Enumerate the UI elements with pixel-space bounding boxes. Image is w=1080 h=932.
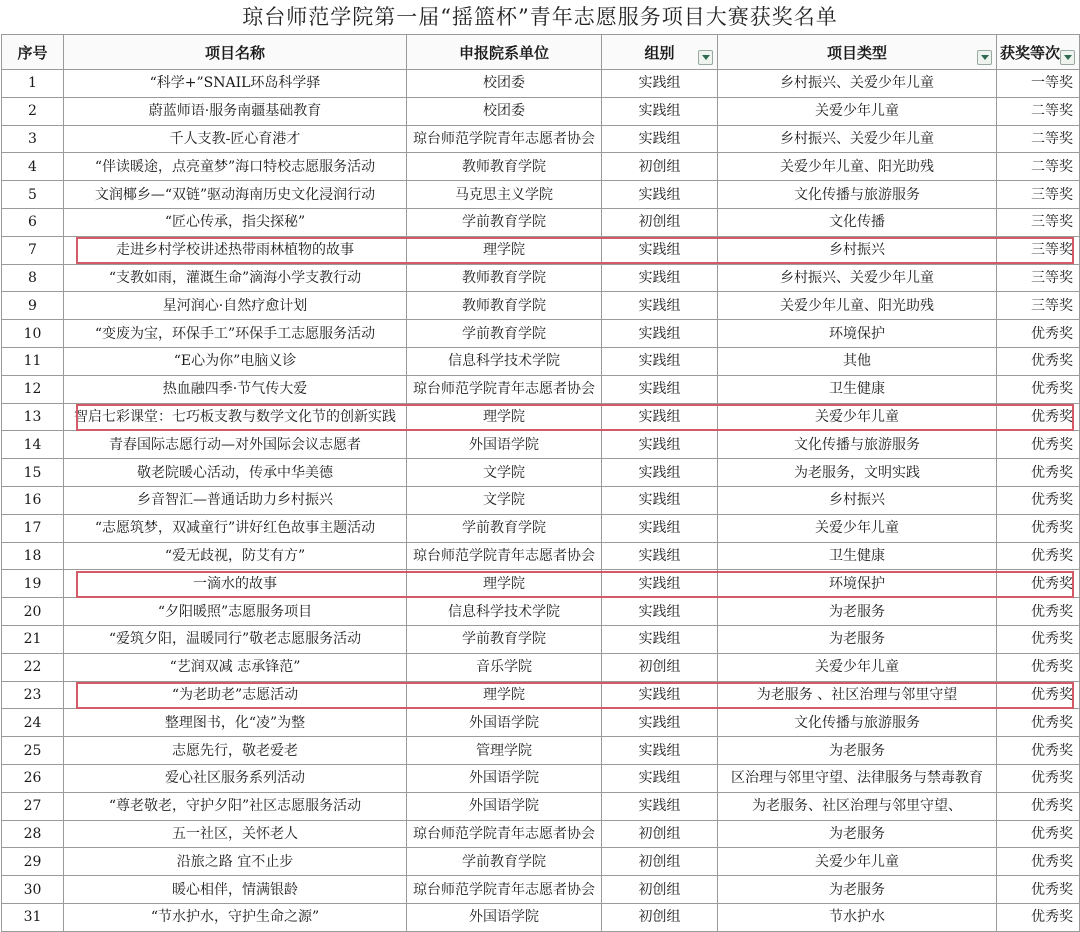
table-row [2,625,1080,653]
cell-group: 实践组 [602,598,718,626]
table-row [2,208,1080,236]
cell-award: 优秀奖 [997,431,1080,459]
cell-index: 16 [2,486,64,514]
cell-project-name: 沿旅之路 宜不止步 [64,848,407,876]
table-row [2,681,1080,709]
cell-group: 初创组 [602,153,718,181]
cell-award: 优秀奖 [997,820,1080,848]
cell-index: 7 [2,236,64,264]
cell-project-name: 热血融四季·节气传大爱 [64,375,407,403]
cell-award: 三等奖 [997,208,1080,236]
cell-department: 外国语学院 [407,903,602,931]
cell-index: 9 [2,292,64,320]
col-header-award [997,35,1080,70]
cell-department: 音乐学院 [407,653,602,681]
cell-project-name: 星河润心·自然疗愈计划 [64,292,407,320]
cell-award: 优秀奖 [997,514,1080,542]
col-header-award-label: 获奖等次 [1000,43,1061,62]
cell-project-name: “支教如雨，灌溉生命”滴海小学支教行动 [64,264,407,292]
cell-group: 实践组 [602,236,718,264]
cell-award: 优秀奖 [997,653,1080,681]
table-row [2,125,1080,153]
cell-project-type: 为老服务 [718,598,997,626]
cell-award: 优秀奖 [997,598,1080,626]
cell-award: 三等奖 [997,236,1080,264]
cell-project-type: 卫生健康 [718,542,997,570]
cell-index: 24 [2,709,64,737]
cell-group: 实践组 [602,375,718,403]
cell-project-type: 文化传播与旅游服务 [718,431,997,459]
cell-award: 优秀奖 [997,876,1080,904]
cell-group: 实践组 [602,542,718,570]
cell-department: 文学院 [407,459,602,487]
cell-project-name: 五一社区，关怀老人 [64,820,407,848]
cell-index: 10 [2,320,64,348]
cell-award: 优秀奖 [997,542,1080,570]
cell-department: 理学院 [407,403,602,431]
cell-department: 外国语学院 [407,431,602,459]
cell-award: 优秀奖 [997,625,1080,653]
cell-project-name: 敬老院暖心活动，传承中华美德 [64,459,407,487]
table-row [2,737,1080,765]
cell-project-name: “科学+”SNAIL环岛科学驿 [64,70,407,98]
cell-index: 12 [2,375,64,403]
cell-project-name: 青春国际志愿行动—对外国际会议志愿者 [64,431,407,459]
cell-project-name: “志愿筑梦，双减童行”讲好红色故事主题活动 [64,514,407,542]
table-row [2,486,1080,514]
cell-project-name: 文润椰乡—“双链”驱动海南历史文化浸润行动 [64,181,407,209]
cell-project-type: 乡村振兴、关爱少年儿童 [718,125,997,153]
cell-project-name: “爱筑夕阳，温暖同行”敬老志愿服务活动 [64,625,407,653]
col-header-index: 序号 [2,35,64,70]
cell-project-type: 为老服务 [718,625,997,653]
cell-award: 优秀奖 [997,737,1080,765]
cell-project-type: 区治理与邻里守望、法律服务与禁毒教育 [718,764,997,792]
table-row [2,236,1080,264]
cell-group: 实践组 [602,681,718,709]
cell-department: 马克思主义学院 [407,181,602,209]
col-header-project-type [718,35,997,70]
cell-department: 文学院 [407,486,602,514]
cell-department: 外国语学院 [407,709,602,737]
table-row [2,764,1080,792]
table-row [2,459,1080,487]
cell-project-type: 环境保护 [718,570,997,598]
cell-group: 实践组 [602,125,718,153]
cell-project-name: “E心为你”电脑义诊 [64,347,407,375]
table-row [2,653,1080,681]
cell-index: 20 [2,598,64,626]
cell-project-type: 文化传播 [718,208,997,236]
cell-index: 31 [2,903,64,931]
cell-award: 优秀奖 [997,486,1080,514]
header-row [2,35,1080,70]
cell-index: 21 [2,625,64,653]
cell-department: 教师教育学院 [407,264,602,292]
cell-project-name: “匠心传承，指尖探秘” [64,208,407,236]
table-row [2,709,1080,737]
cell-index: 8 [2,264,64,292]
cell-project-name: 整理图书，化“凌”为整 [64,709,407,737]
cell-group: 初创组 [602,848,718,876]
cell-department: 琼台师范学院青年志愿者协会 [407,876,602,904]
table-row [2,903,1080,931]
cell-project-type: 环境保护 [718,320,997,348]
cell-department: 学前教育学院 [407,848,602,876]
cell-project-name: 智启七彩课堂：七巧板支教与数学文化节的创新实践 [64,403,407,431]
cell-department: 琼台师范学院青年志愿者协会 [407,820,602,848]
cell-project-type: 文化传播与旅游服务 [718,181,997,209]
filter-dropdown-icon[interactable] [1060,50,1075,65]
cell-index: 18 [2,542,64,570]
cell-award: 优秀奖 [997,792,1080,820]
table-row [2,570,1080,598]
cell-project-type: 乡村振兴、关爱少年儿童 [718,70,997,98]
table-row [2,347,1080,375]
cell-project-name: “艺润双减 志承锋范” [64,653,407,681]
cell-project-name: 暖心相伴，情满银龄 [64,876,407,904]
cell-project-type: 关爱少年儿童、阳光助残 [718,153,997,181]
cell-project-name: 千人支教-匠心育港才 [64,125,407,153]
cell-group: 实践组 [602,570,718,598]
cell-group: 初创组 [602,208,718,236]
cell-department: 琼台师范学院青年志愿者协会 [407,125,602,153]
cell-project-type: 卫生健康 [718,375,997,403]
cell-index: 4 [2,153,64,181]
page-title: 琼台师范学院第一届“摇篮杯”青年志愿服务项目大赛获奖名单 [242,5,838,29]
cell-group: 实践组 [602,70,718,98]
cell-department: 外国语学院 [407,792,602,820]
cell-award: 三等奖 [997,264,1080,292]
cell-project-type: 文化传播与旅游服务 [718,709,997,737]
cell-index: 28 [2,820,64,848]
cell-project-name: “爱无歧视，防艾有方” [64,542,407,570]
table-row [2,792,1080,820]
cell-department: 理学院 [407,236,602,264]
cell-department: 教师教育学院 [407,292,602,320]
cell-index: 11 [2,347,64,375]
cell-award: 三等奖 [997,181,1080,209]
cell-project-type: 节水护水 [718,903,997,931]
cell-award: 优秀奖 [997,375,1080,403]
cell-award: 优秀奖 [997,320,1080,348]
cell-project-name: 志愿先行，敬老爱老 [64,737,407,765]
table-row [2,542,1080,570]
cell-group: 实践组 [602,181,718,209]
table-row [2,153,1080,181]
cell-group: 实践组 [602,625,718,653]
cell-index: 2 [2,97,64,125]
cell-project-name: 乡音智汇—普通话助力乡村振兴 [64,486,407,514]
cell-award: 优秀奖 [997,848,1080,876]
cell-group: 初创组 [602,876,718,904]
cell-project-name: 蔚蓝师语·服务南疆基础教育 [64,97,407,125]
cell-award: 优秀奖 [997,709,1080,737]
cell-index: 17 [2,514,64,542]
cell-project-name: 走进乡村学校讲述热带雨林植物的故事 [64,236,407,264]
cell-index: 19 [2,570,64,598]
cell-group: 实践组 [602,514,718,542]
cell-department: 外国语学院 [407,764,602,792]
cell-department: 琼台师范学院青年志愿者协会 [407,542,602,570]
cell-group: 实践组 [602,431,718,459]
cell-index: 5 [2,181,64,209]
cell-project-type: 关爱少年儿童 [718,848,997,876]
cell-group: 实践组 [602,737,718,765]
cell-project-type: 为老服务 、社区治理与邻里守望 [718,681,997,709]
table-row [2,320,1080,348]
cell-project-type: 为老服务 [718,737,997,765]
table-row [2,514,1080,542]
cell-award: 一等奖 [997,70,1080,98]
cell-department: 学前教育学院 [407,208,602,236]
cell-award: 优秀奖 [997,681,1080,709]
cell-project-type: 关爱少年儿童 [718,403,997,431]
cell-group: 实践组 [602,403,718,431]
cell-department: 校团委 [407,97,602,125]
cell-group: 实践组 [602,792,718,820]
table-row [2,292,1080,320]
cell-index: 22 [2,653,64,681]
cell-project-name: “变废为宝，环保手工”环保手工志愿服务活动 [64,320,407,348]
table-row [2,598,1080,626]
table-row [2,181,1080,209]
cell-index: 1 [2,70,64,98]
cell-department: 学前教育学院 [407,625,602,653]
col-header-project-type-label: 项目类型 [826,43,887,62]
cell-project-type: 关爱少年儿童 [718,514,997,542]
cell-project-type: 关爱少年儿童 [718,97,997,125]
cell-award: 优秀奖 [997,764,1080,792]
cell-index: 29 [2,848,64,876]
cell-index: 15 [2,459,64,487]
table-row [2,375,1080,403]
table-row [2,848,1080,876]
filter-dropdown-icon[interactable] [977,50,992,65]
cell-department: 信息科学技术学院 [407,598,602,626]
table-row [2,70,1080,98]
cell-project-type: 乡村振兴、关爱少年儿童 [718,264,997,292]
cell-project-type: 关爱少年儿童、阳光助残 [718,292,997,320]
cell-group: 实践组 [602,264,718,292]
cell-award: 优秀奖 [997,570,1080,598]
cell-index: 3 [2,125,64,153]
cell-award: 二等奖 [997,97,1080,125]
cell-department: 信息科学技术学院 [407,347,602,375]
table-row [2,403,1080,431]
col-header-project-name: 项目名称 [64,35,407,70]
cell-award: 优秀奖 [997,403,1080,431]
cell-group: 实践组 [602,320,718,348]
cell-index: 25 [2,737,64,765]
cell-project-type: 关爱少年儿童 [718,653,997,681]
cell-department: 管理学院 [407,737,602,765]
cell-group: 实践组 [602,459,718,487]
cell-group: 初创组 [602,903,718,931]
cell-department: 教师教育学院 [407,153,602,181]
cell-project-type: 为老服务、社区治理与邻里守望、 [718,792,997,820]
cell-project-name: “尊老敬老，守护夕阳”社区志愿服务活动 [64,792,407,820]
cell-project-name: “节水护水，守护生命之源” [64,903,407,931]
cell-project-type: 乡村振兴 [718,236,997,264]
cell-project-type: 为老服务，文明实践 [718,459,997,487]
cell-award: 二等奖 [997,125,1080,153]
cell-award: 优秀奖 [997,347,1080,375]
cell-award: 二等奖 [997,153,1080,181]
cell-project-name: “伴读暖途，点亮童梦”海口特校志愿服务活动 [64,153,407,181]
cell-project-type: 为老服务 [718,876,997,904]
table-wrapper [0,34,1080,932]
cell-department: 理学院 [407,681,602,709]
cell-group: 实践组 [602,97,718,125]
table-body [2,70,1080,932]
table-row [2,431,1080,459]
cell-group: 实践组 [602,764,718,792]
cell-project-name: 爱心社区服务系列活动 [64,764,407,792]
col-header-group [602,35,718,70]
cell-department: 学前教育学院 [407,320,602,348]
cell-project-type: 其他 [718,347,997,375]
cell-project-name: “为老助老”志愿活动 [64,681,407,709]
cell-department: 琼台师范学院青年志愿者协会 [407,375,602,403]
table-row [2,876,1080,904]
cell-project-name: “夕阳暖照”志愿服务项目 [64,598,407,626]
cell-project-type: 乡村振兴 [718,486,997,514]
cell-group: 初创组 [602,653,718,681]
cell-index: 6 [2,208,64,236]
cell-index: 27 [2,792,64,820]
cell-group: 初创组 [602,820,718,848]
cell-award: 优秀奖 [997,459,1080,487]
filter-dropdown-icon[interactable] [698,50,713,65]
cell-index: 30 [2,876,64,904]
cell-group: 实践组 [602,292,718,320]
cell-index: 14 [2,431,64,459]
table-row [2,264,1080,292]
col-header-group-label: 组别 [644,43,675,62]
cell-department: 校团委 [407,70,602,98]
cell-group: 实践组 [602,709,718,737]
cell-group: 实践组 [602,486,718,514]
cell-department: 学前教育学院 [407,514,602,542]
cell-index: 13 [2,403,64,431]
cell-award: 三等奖 [997,292,1080,320]
cell-project-name: 一滴水的故事 [64,570,407,598]
table-row [2,820,1080,848]
cell-index: 26 [2,764,64,792]
cell-index: 23 [2,681,64,709]
award-table [1,34,1080,932]
table-row [2,97,1080,125]
col-header-department: 申报院系单位 [407,35,602,70]
cell-group: 实践组 [602,347,718,375]
cell-award: 优秀奖 [997,903,1080,931]
cell-department: 理学院 [407,570,602,598]
cell-project-type: 为老服务 [718,820,997,848]
